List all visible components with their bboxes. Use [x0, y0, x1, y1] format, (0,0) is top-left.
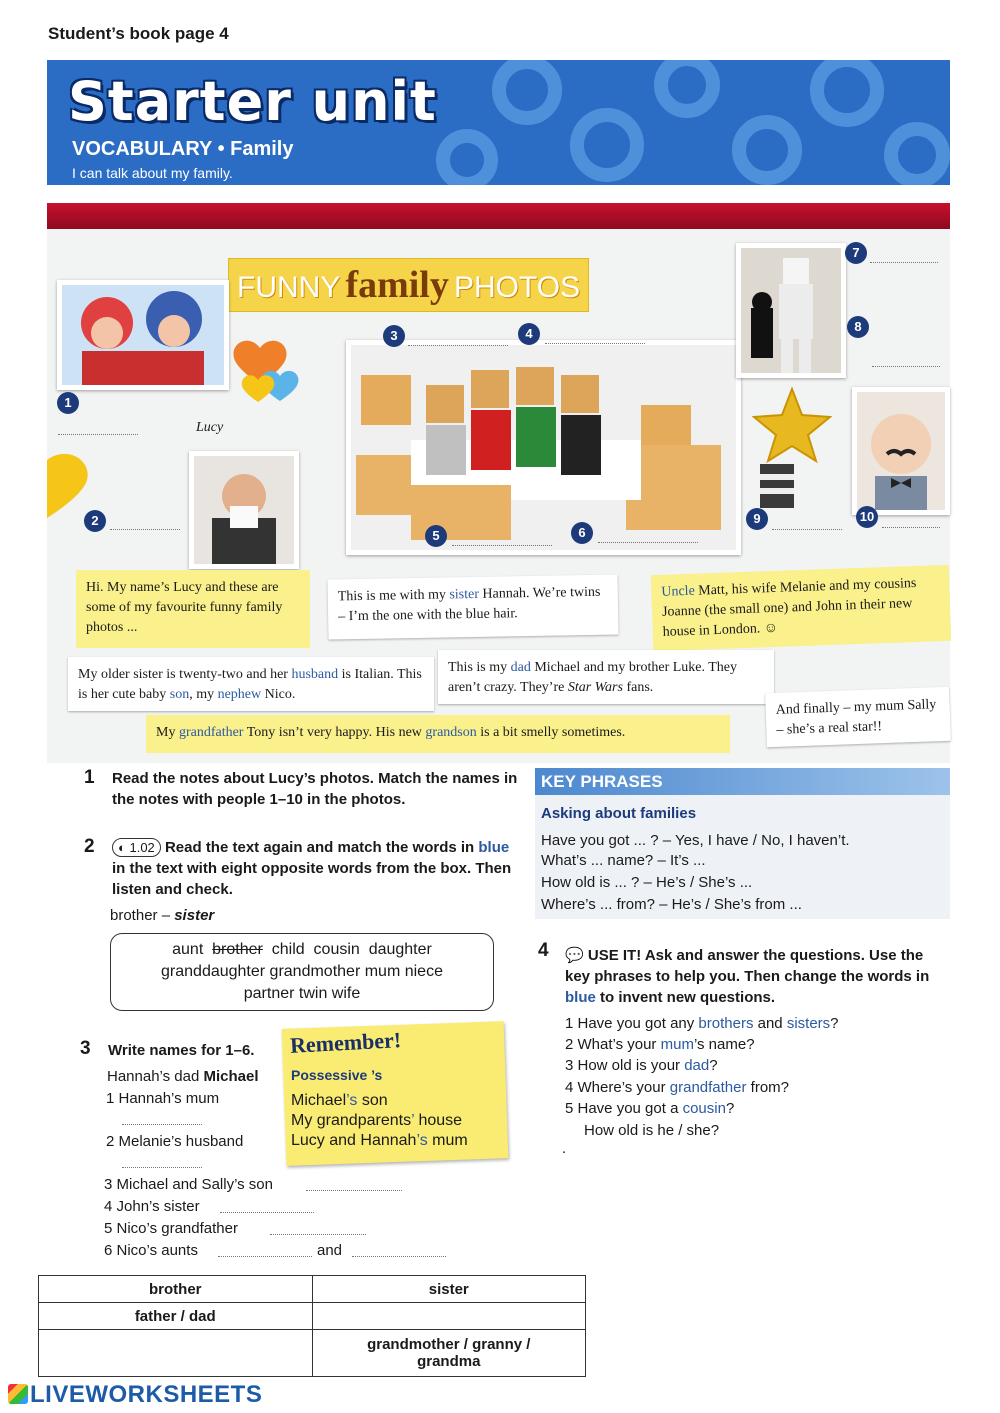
- exercise-4-question-5: 5 Have you got a cousin?: [565, 1100, 735, 1117]
- exercise-4-instructions: 💬 USE IT! Ask and answer the questions. Use the key phrases to help you. Then change the words in blue to invent new questions.: [565, 947, 930, 1006]
- note-dad-michael: This is my dad Michael and my brother Luke. They aren’t crazy. They’re Star Wars fans.: [438, 650, 774, 704]
- exercise-4-question-1: 1 Have you got any brothers and sisters?: [565, 1015, 839, 1032]
- exercise-3-answer-2[interactable]: [122, 1167, 202, 1168]
- exercise-3-item-1: 1 Hannah’s mum: [106, 1090, 220, 1107]
- exercise-3-answer-1[interactable]: [122, 1124, 202, 1125]
- exercise-1-instructions: Read the notes about Lucy’s photos. Match the names in the notes with people 1–10 in the photos.: [112, 770, 518, 808]
- photo-twins: [57, 280, 229, 390]
- table-row: [39, 1330, 586, 1377]
- table-cell[interactable]: [312, 1303, 586, 1330]
- table-cell[interactable]: [39, 1330, 313, 1377]
- exercise-3-item-2: 2 Melanie’s husband: [106, 1133, 244, 1150]
- answer-table: [38, 1275, 586, 1377]
- photo-number-6: 6: [571, 522, 593, 544]
- stray-dot: .: [562, 1140, 567, 1157]
- photo-number-5: 5: [425, 525, 447, 547]
- photo-boxes: [346, 340, 741, 555]
- table-cell[interactable]: father / dad: [39, 1303, 313, 1330]
- remember-line-1: Michael’s son: [291, 1092, 388, 1109]
- exercise-3-title: Write names for 1–6.: [108, 1042, 255, 1059]
- remember-subtitle: Possessive ’s: [291, 1067, 383, 1083]
- note-uncle-matt: Uncle Matt, his wife Melanie and my cousins Joanne (the small one) and John in their new house in London. ☺: [651, 565, 951, 651]
- photo-number-10: 10: [856, 506, 878, 528]
- exercise-3-answer-4[interactable]: [220, 1212, 314, 1213]
- remember-title: Remember!: [289, 1027, 402, 1058]
- photo-number-3: 3: [383, 325, 405, 347]
- exercise-3-item-4: 4 John’s sister: [104, 1198, 200, 1215]
- exercise-1-number: 1: [84, 767, 95, 788]
- vocabulary-heading: VOCABULARY • Family: [72, 138, 294, 160]
- table-cell[interactable]: sister: [312, 1276, 586, 1303]
- exercise-4-question-5b: How old is he / she?: [584, 1122, 720, 1139]
- table-row: [39, 1303, 586, 1330]
- photo-number-9: 9: [746, 508, 768, 530]
- lucy-label: Lucy: [196, 420, 224, 435]
- exercise-3-answer-5[interactable]: [270, 1234, 366, 1235]
- photo-number-4: 4: [518, 323, 540, 345]
- exercise-4-number: 4: [538, 940, 549, 961]
- key-phrases-heading: KEY PHRASES: [535, 768, 950, 795]
- answer-line-2[interactable]: [110, 529, 180, 530]
- note-sister-hannah: This is me with my sister Hannah. We’re twins – I’m the one with the blue hair.: [327, 574, 618, 639]
- photo-star-wars: [736, 243, 846, 378]
- word-box-line-1: aunt brother child cousin daughter: [172, 941, 432, 958]
- note-lucy-intro: Hi. My name’s Lucy and these are some of my favourite funny family photos ...: [76, 570, 310, 648]
- exercise-3-item-6: 6 Nico’s aunts: [104, 1242, 198, 1259]
- audio-track-badge[interactable]: ◐ 1.02: [112, 838, 161, 857]
- liveworksheets-logo: LIVEWORKSHEETS: [8, 1381, 262, 1409]
- key-phrase-1: Have you got ... ? – Yes, I have / No, I haven’t.: [541, 832, 850, 849]
- exercise-3-answer-6b[interactable]: [352, 1256, 446, 1257]
- key-phrase-4: Where’s ... from? – He’s / She’s from ...: [541, 896, 802, 913]
- liveworksheets-icon: [8, 1384, 28, 1404]
- table-cell[interactable]: grandmother / granny / grandma: [312, 1330, 586, 1377]
- answer-line-7[interactable]: [870, 262, 938, 263]
- exercise-3-answer-3[interactable]: [306, 1190, 402, 1191]
- key-phrase-3: How old is ... ? – He’s / She’s ...: [541, 874, 753, 891]
- unit-title: Starter unit: [68, 70, 437, 133]
- exercise-3-item-3: 3 Michael and Sally’s son: [104, 1176, 273, 1193]
- exercise-3-answer-6a[interactable]: [218, 1256, 312, 1257]
- answer-line-9[interactable]: [772, 529, 842, 530]
- star-wars-image: [741, 248, 841, 373]
- photo-number-8: 8: [847, 316, 869, 338]
- answer-line-1[interactable]: [58, 434, 138, 435]
- grandfather-image: [194, 456, 294, 564]
- remember-line-2: My grandparents’ house: [291, 1112, 463, 1129]
- photo-number-1: 1: [57, 392, 79, 414]
- photo-grandfather: [189, 451, 299, 569]
- speech-bubble-icon: 💬: [565, 947, 584, 964]
- exercise-2-number: 2: [84, 836, 95, 857]
- can-do-statement: I can talk about my family.: [72, 165, 233, 181]
- page-label: Student’s book page 4: [48, 24, 229, 43]
- remember-line-3: Lucy and Hannah’s mum: [291, 1132, 468, 1149]
- word-box: [110, 933, 494, 1011]
- photo-baby: [852, 387, 950, 515]
- table-cell[interactable]: brother: [39, 1276, 313, 1303]
- key-phrases-subtitle: Asking about families: [541, 805, 697, 822]
- key-phrase-2: What’s ... name? – It’s ...: [541, 852, 706, 869]
- note-grandfather-tony: My grandfather Tony isn’t very happy. His new grandson is a bit smelly sometimes.: [146, 715, 730, 753]
- table-row: [39, 1276, 586, 1303]
- answer-line-4[interactable]: [545, 343, 645, 344]
- answer-line-8[interactable]: [872, 366, 940, 367]
- hearts-decoration: [230, 328, 310, 408]
- photo-number-2: 2: [84, 510, 106, 532]
- exercise-2-example: brother – sister: [110, 907, 215, 924]
- exercise-3-item-5: 5 Nico’s grandfather: [104, 1220, 238, 1237]
- exercise-4-question-3: 3 How old is your dad?: [565, 1057, 718, 1074]
- photo-number-7: 7: [845, 242, 867, 264]
- twins-image: [62, 285, 224, 385]
- red-divider: [47, 203, 950, 229]
- audio-icon: ◐: [118, 840, 126, 855]
- word-box-line-3: partner twin wife: [243, 985, 361, 1002]
- word-box-line-2: granddaughter grandmother mum niece: [161, 963, 443, 980]
- boxes-image: [351, 345, 736, 550]
- photo-mum: [752, 460, 802, 510]
- answer-line-5[interactable]: [452, 545, 552, 546]
- star-balloon: [752, 385, 832, 465]
- answer-line-6[interactable]: [598, 542, 698, 543]
- baby-image: [857, 392, 945, 510]
- exercise-3-number: 3: [80, 1038, 91, 1059]
- exercise-3-example: Hannah’s dad Michael: [107, 1068, 259, 1085]
- note-mum-sally: And finally – my mum Sally – she’s a real star!!: [765, 687, 951, 747]
- exercise-4-question-4: 4 Where’s your grandfather from?: [565, 1079, 790, 1096]
- note-older-sister: My older sister is twenty-two and her husband is Italian. This is her cute baby son, my nephew Nico.: [68, 657, 434, 711]
- heart-partial-decoration: [47, 450, 91, 520]
- funny-family-photos-title: FUNNY family PHOTOS: [228, 258, 589, 312]
- exercise-4-question-2: 2 What’s your mum’s name?: [565, 1036, 755, 1053]
- exercise-2-instructions: ◐ 1.02 Read the text again and match the words in blue in the text with eight opposite words from the box. Then listen and check.: [112, 839, 512, 898]
- exercise-3-and: and: [317, 1242, 343, 1259]
- answer-line-3[interactable]: [408, 345, 508, 346]
- answer-line-10[interactable]: [882, 527, 940, 528]
